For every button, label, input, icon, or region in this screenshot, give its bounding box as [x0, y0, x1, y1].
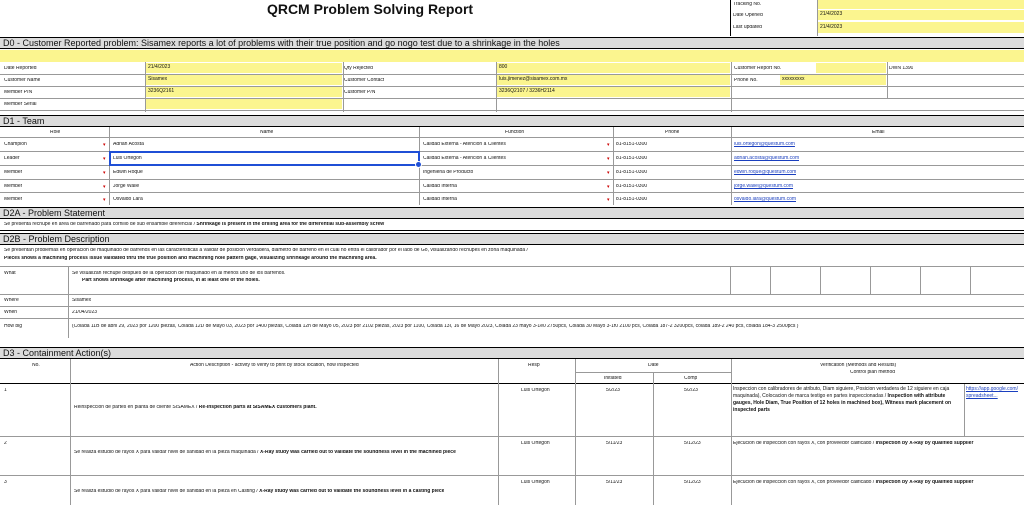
col-resp: Resp [528, 363, 540, 368]
member-pn-label: Member P/N [4, 90, 33, 95]
evidence-link[interactable]: https://app.google.com/spreadsheet... [966, 386, 1018, 399]
member-serial-label: Member Serial [4, 102, 37, 107]
name-cell[interactable]: Adrian Acosta [113, 142, 144, 147]
email-link[interactable]: adrian.acosta@questum.com [734, 156, 800, 161]
dwn-label: DWN 1390 [889, 66, 914, 71]
date-reported-value[interactable]: 21/4/2023 [146, 63, 342, 73]
action-number: 2 [4, 441, 7, 446]
member-pn-value[interactable]: 3236Q2161 [146, 87, 342, 97]
dropdown-arrow-icon[interactable]: ▾ [607, 170, 610, 176]
action-en: Re-inspection parts at SISAMEX customers plant. [198, 405, 317, 410]
verification-en: Inspection by X-Ray by qualified supplier [875, 441, 974, 446]
d1-section-header [0, 115, 1024, 127]
last-updated-value[interactable]: 21/4/2023 [818, 22, 1024, 33]
action-es: Reinspeccion de partes en planta de cliente SISAMEX / [74, 405, 198, 410]
how-big-value[interactable]: (Colada 11B de abril 29, 2023 por 1200 piezas, Colada 12D de Mayo 03, 2023 por 1400 piezas, Colada 12h de Mayo 05, 2023 por 2102 piezas, 2023 por 1100, Colada 13I, 16 de Mayo 2023, Colada 23 mayo 3-1e0 2750pcs, Colada 30 Mayo 3-1f0 2100 pcs, Colada 187-2 3200pcs, colada 189-2 240 pcs, colada 184-3 2500pcs ) [72, 324, 799, 329]
col-initiated: Initiated [604, 376, 622, 381]
phone-cell[interactable]: 81-8151-0300 [616, 142, 648, 147]
phone-value[interactable]: xxxxxxxxx [780, 75, 886, 85]
table-row[interactable] [0, 138, 1024, 151]
dropdown-arrow-icon[interactable]: ▾ [607, 184, 610, 190]
d0-section-header [0, 37, 1024, 49]
col-name: Name [260, 130, 274, 135]
description-line-1[interactable]: Se presentan problemas en operacion de maquinado de barrenos en las caracteristicas a validar de posicion verdadera, diametro de barreno en el cual no entra el calibrador por el lado de Go, visualizando rechupes en zona maquinada / [4, 248, 528, 253]
verification-es: Ejecucion de inspeccion con rayos X, con proveedor calificado / [733, 480, 875, 485]
d0-header-text: D0 - Customer Reported problem: Sisamex reports a lot of problems with their true position and go nogo test due to a shrinkage in the holes [3, 38, 560, 48]
role-cell[interactable]: Member [4, 184, 23, 189]
dropdown-arrow-icon[interactable]: ▾ [103, 170, 106, 176]
what-es[interactable]: Se visualizan rechupe despues de la operacion de maquinado en al menos uno de los barrenos. [72, 271, 286, 276]
d3-header-text: D3 - Containment Action(s) [3, 348, 112, 358]
customer-name-value[interactable]: Sisamex [146, 75, 342, 85]
what-label: What [4, 271, 16, 276]
table-row[interactable] [0, 180, 1024, 192]
col-no: No. [32, 363, 40, 368]
customer-contact-value[interactable]: luis.jimenez@sisamex.com.mx [497, 75, 730, 85]
customer-pn-label: Customer P/N [344, 90, 376, 95]
problem-statement-en: Shrinkage is present in the drilling area for the differential sub-assembly screw [196, 222, 385, 227]
action-description[interactable] [74, 489, 444, 494]
date-opened-label: Date Opened [733, 13, 763, 18]
initiated-cell[interactable]: 5/11/23 [606, 480, 623, 485]
customer-contact-label: Customer Contact [344, 78, 385, 83]
verification-cell[interactable] [733, 441, 1021, 446]
team-table [0, 127, 1024, 205]
name-cell[interactable]: Luis Ortegon [113, 156, 142, 161]
email-link[interactable]: edwin.roque@questum.com [734, 170, 797, 175]
phone-cell[interactable]: 81-8151-0300 [616, 170, 648, 175]
verification-en: Inspection with attribute gauges, Hole Diam, True Position of 12 holes in machined box), Witness mark placement on inspected parts [733, 393, 952, 413]
dropdown-arrow-icon[interactable]: ▾ [607, 142, 610, 148]
dropdown-arrow-icon[interactable]: ▾ [103, 156, 106, 162]
initiated-cell[interactable]: 5/2/23 [606, 388, 620, 393]
dropdown-arrow-icon[interactable]: ▾ [607, 156, 610, 162]
problem-statement[interactable] [4, 222, 1019, 227]
table-row[interactable] [0, 437, 1024, 475]
how-big-label: How big [4, 324, 23, 329]
email-link[interactable]: jorge.walle@questum.com [734, 184, 793, 189]
name-cell[interactable]: Edwin Roque [113, 170, 143, 175]
action-es: Se realiza estudio de rayos X para validar nivel de sanidad en la pieza en Casting / [74, 489, 258, 494]
action-description[interactable] [74, 405, 317, 410]
date-reported-label: Date Reported [4, 66, 37, 71]
email-link[interactable]: luis.ortegon@questum.com [734, 142, 795, 147]
resp-cell[interactable]: Luis Ortegon [521, 480, 550, 485]
role-cell[interactable]: Member [4, 197, 23, 202]
verification-es: Ejecucion de inspeccion con rayos X, con proveedor calificado / [733, 441, 875, 446]
col-verification: Verification (Methods and Results) [820, 363, 897, 368]
col-comp: Comp [684, 376, 698, 381]
comp-cell[interactable]: 5/2/23 [684, 388, 698, 393]
resp-cell[interactable]: Luis Ortegon [521, 441, 550, 446]
when-label: When [4, 310, 18, 315]
name-cell[interactable]: Jorge Walle [113, 184, 140, 189]
d3-section-header [0, 347, 1024, 359]
action-en: X-Ray study was carried out to validate the soundness level in a casting piece [259, 489, 445, 494]
d2a-header-text: D2A - Problem Statement [3, 208, 106, 218]
resp-cell[interactable]: Luis Ortegon [521, 388, 550, 393]
col-function: Function [505, 130, 525, 135]
col-role: Role [50, 130, 61, 135]
fill-handle[interactable] [415, 161, 422, 168]
qty-rejected-label: Qty Rejected [344, 66, 373, 71]
d1-header-text: D1 - Team [3, 116, 45, 126]
comp-cell[interactable]: 5/12/23 [684, 441, 701, 446]
dropdown-arrow-icon[interactable]: ▾ [103, 142, 106, 148]
verification-cell[interactable] [733, 480, 1021, 485]
action-number: 3 [4, 480, 7, 485]
cell-selection[interactable] [109, 151, 420, 166]
table-row[interactable] [0, 166, 1024, 179]
d2b-section-header [0, 233, 1024, 245]
name-cell[interactable]: Osvaldo Lara [113, 197, 143, 202]
report-title: QRCM Problem Solving Report [266, 1, 474, 17]
dropdown-arrow-icon[interactable]: ▾ [103, 184, 106, 190]
where-value[interactable]: Sisamex [72, 298, 92, 303]
col-phone: Phone [665, 130, 680, 135]
phone-cell[interactable]: 81-8151-0300 [616, 184, 648, 189]
verification-es: Inspeccion con calibradores de atributo, Diam siguiere, Posicion verdadera de 12 siguiere en caja maquinada), Colocacion de marca testigo en partes inspeccionadas / [733, 386, 950, 399]
customer-name-label: Customer Name [4, 78, 41, 83]
report-header [0, 0, 1024, 36]
phone-cell[interactable]: 81-8151-0300 [616, 197, 648, 202]
action-es: Se realiza estudio de rayos X para validar nivel de sanidad en la pieza maquinada / [74, 450, 259, 455]
d2b-header-text: D2B - Problem Description [3, 234, 110, 244]
function-cell[interactable]: Calidad Interna [423, 184, 457, 189]
date-opened-value[interactable]: 21/4/2023 [818, 10, 1024, 20]
table-row[interactable] [0, 193, 1024, 205]
email-link[interactable]: osvaldo.lara@questum.com [734, 197, 797, 202]
table-row[interactable] [0, 476, 1024, 505]
initiated-cell[interactable]: 5/11/23 [606, 441, 623, 446]
problem-statement-es: Se presenta rechupe en area de barrenado para cornillo de sub ensamble diferencial / [4, 222, 195, 227]
is-is-not-grid [0, 266, 1024, 338]
containment-table [0, 359, 1024, 505]
role-cell[interactable]: Member [4, 170, 23, 175]
d2a-section-header [0, 207, 1024, 219]
member-serial-field[interactable] [146, 99, 342, 109]
dropdown-arrow-icon[interactable]: ▾ [103, 197, 106, 203]
what-en[interactable]: Part shows shrinkage after machining process, in at least one of the holes. [82, 278, 260, 283]
customer-report-field[interactable] [816, 63, 886, 73]
last-updated-label: Last updated [733, 25, 762, 30]
d0-details-grid [0, 62, 1024, 114]
role-cell[interactable]: Champion [4, 142, 27, 147]
tracking-label: Tracking No. [733, 2, 762, 7]
customer-report-label: Customer Report No. [734, 66, 782, 71]
customer-pn-value[interactable]: 3236Q2107 / 3236H2114 [497, 87, 730, 97]
dropdown-arrow-icon[interactable]: ▾ [607, 197, 610, 203]
verification-en: Inspection by X-Ray by qualified supplier [875, 480, 974, 485]
function-cell[interactable]: Calidad Externa - Atencion a Clientes [423, 142, 506, 147]
when-value[interactable]: 21/04/2023 [72, 310, 98, 315]
verification-cell[interactable] [733, 386, 963, 432]
function-cell[interactable]: Ingenieria de Producto [423, 170, 474, 175]
col-action: Action Description - activity to verify to print by stock location, how inspected [190, 363, 359, 368]
function-cell[interactable]: Calidad Interna [423, 197, 457, 202]
where-label: Where [4, 298, 19, 303]
action-en: X-Ray study was carried out to validate the soundness level in the machined piece [259, 450, 456, 455]
action-number: 1 [4, 388, 7, 393]
function-cell[interactable]: Calidad Externa - Atencion a Clientes [423, 156, 506, 161]
tracking-field[interactable] [818, 0, 1024, 9]
col-date: Date [648, 363, 659, 368]
d0-description-field[interactable] [0, 50, 1024, 62]
action-description[interactable] [74, 450, 456, 455]
col-verification-method: Control plan method [850, 370, 896, 375]
phone-cell[interactable]: 81-8151-0300 [616, 156, 648, 161]
col-email: Email [872, 130, 885, 135]
comp-cell[interactable]: 5/12/23 [684, 480, 701, 485]
qty-rejected-value[interactable]: 800 [497, 63, 730, 73]
description-line-2[interactable]: Pieces shows a machining process issue validated thru the true position and machining hole pattern gage, visualizing shrinkage around the machining area. [4, 256, 377, 261]
phone-label: Phone No. [734, 78, 758, 83]
table-row[interactable] [0, 384, 1024, 436]
role-cell[interactable]: Leader [4, 156, 20, 161]
